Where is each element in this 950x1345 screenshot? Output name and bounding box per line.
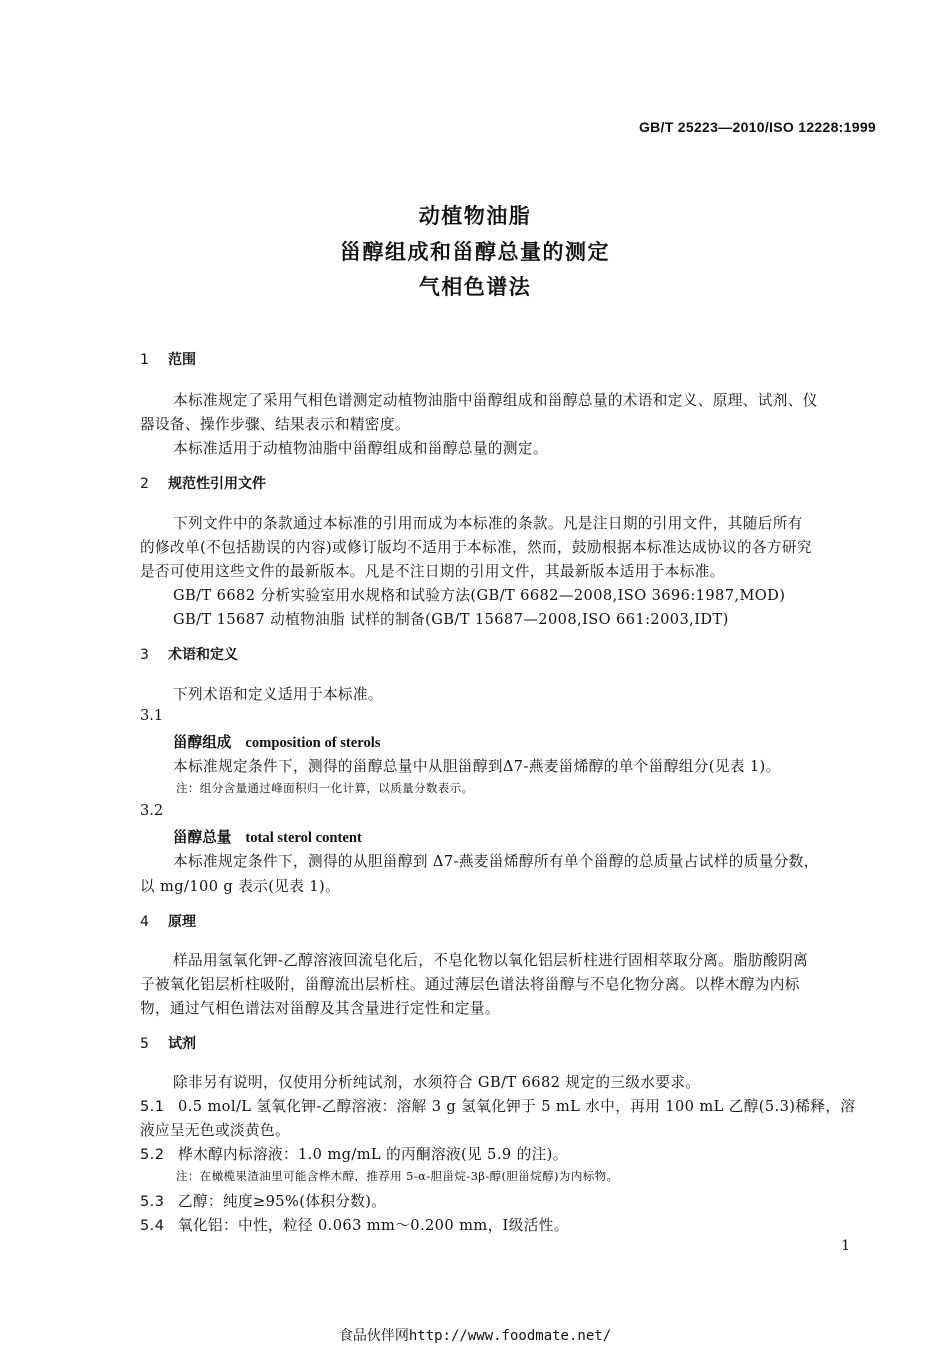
section-1-heading [140, 349, 196, 369]
title-line-2: 甾醇组成和甾醇总量的测定 [340, 240, 610, 264]
item-text: 桦木醇内标溶液：1.0 mg/mL 的丙酮溶液(见 5.9 的注)。 [178, 1146, 568, 1163]
section-title: 原理 [168, 914, 196, 930]
term-heading [173, 731, 381, 752]
section-number: 4 [140, 914, 149, 930]
note: 注：在橄榄果渣油里可能含桦木醇，推荐用 5-α-胆甾烷-3β-醇(胆甾烷醇)为内标物。 [176, 1169, 619, 1183]
paragraph: 液应呈无色或淡黄色。 [140, 1122, 290, 1139]
paragraph: 本标准规定了采用气相色谱测定动植物油脂中甾醇组成和甾醇总量的术语和定义、原理、试剂、仪 [173, 392, 818, 409]
item-text: 0.5 mol/L 氢氧化钾-乙醇溶液：溶解 3 g 氢氧化钾于 5 mL 水中，再用 100 mL 乙醇(5.3)稀释，溶 [178, 1098, 856, 1115]
page-number: 1 [841, 1238, 850, 1254]
section-title: 试剂 [168, 1036, 196, 1052]
paragraph: 是否可使用这些文件的最新版本。凡是不注日期的引用文件，其最新版本适用于本标准。 [140, 563, 725, 580]
term-heading [173, 826, 362, 847]
note: 注：组分含量通过峰面积归一化计算，以质量分数表示。 [176, 781, 474, 795]
reagent-item [140, 1143, 568, 1164]
paragraph: 物，通过气相色谱法对甾醇及其含量进行定性和定量。 [140, 1000, 500, 1017]
section-number: 5 [140, 1036, 149, 1052]
term-chinese: 甾醇总量 [173, 829, 232, 846]
item-number: 5.2 [140, 1146, 165, 1163]
paragraph: 本标准适用于动植物油脂中甾醇组成和甾醇总量的测定。 [173, 440, 548, 457]
term-english: composition of sterols [245, 735, 381, 751]
footer-watermark: 食品伙伴网http://www.foodmate.net/ [338, 1328, 612, 1344]
term-definition: 本标准规定条件下，测得的甾醇总量中从胆甾醇到Δ7-燕麦甾烯醇的单个甾醇组分(见表 1)。 [173, 758, 781, 775]
section-title: 范围 [168, 352, 196, 368]
term-number: 3.1 [140, 707, 164, 724]
item-text: 乙醇：纯度≥95%(体积分数)。 [178, 1193, 387, 1210]
term-definition: 以 mg/100 g 表示(见表 1)。 [140, 878, 341, 895]
section-2-heading [140, 473, 266, 493]
paragraph: 子被氧化铝层析柱吸附，甾醇流出层析柱。通过薄层色谱法将甾醇与不皂化物分离。以桦木醇为内标 [140, 976, 800, 993]
paragraph: 下列术语和定义适用于本标准。 [173, 686, 383, 703]
term-chinese: 甾醇组成 [173, 734, 232, 751]
paragraph: 样品用氢氧化钾-乙醇溶液回流皂化后，不皂化物以氧化铝层析柱进行固相萃取分离。脂肪酸阴离 [173, 952, 809, 969]
term-definition: 本标准规定条件下，测得的从胆甾醇到 Δ7-燕麦甾烯醇所有单个甾醇的总质量占试样的质量分数， [173, 853, 819, 870]
title-line-1: 动植物油脂 [418, 204, 532, 228]
paragraph: 除非另有说明，仅使用分析纯试剂，水须符合 GB/T 6682 规定的三级水要求。 [173, 1074, 701, 1091]
section-title: 规范性引用文件 [168, 476, 266, 492]
paragraph: 器设备、操作步骤、结果表示和精密度。 [140, 416, 410, 433]
reagent-item [140, 1214, 569, 1235]
standard-code: GB/T 25223—2010/ISO 12228:1999 [638, 119, 876, 135]
term-english: total sterol content [245, 830, 362, 846]
reagent-item [140, 1095, 855, 1116]
section-number: 2 [140, 476, 149, 492]
item-number: 5.4 [140, 1217, 165, 1234]
section-5-heading [140, 1033, 196, 1053]
item-number: 5.1 [140, 1098, 165, 1115]
paragraph: 的修改单(不包括勘误的内容)或修订版均不适用于本标准，然而，鼓励根据本标准达成协议的各方研究 [140, 539, 812, 556]
title-line-3: 气相色谱法 [418, 275, 532, 299]
item-text: 氧化铝：中性，粒径 0.063 mm～0.200 mm，Ⅰ级活性。 [178, 1217, 569, 1234]
section-3-heading [140, 644, 238, 664]
section-number: 3 [140, 647, 149, 663]
reagent-item [140, 1190, 386, 1211]
paragraph: 下列文件中的条款通过本标准的引用而成为本标准的条款。凡是注日期的引用文件，其随后所有 [173, 515, 803, 532]
section-title: 术语和定义 [168, 647, 238, 663]
item-number: 5.3 [140, 1193, 165, 1210]
reference-item: GB/T 15687 动植物油脂 试样的制备(GB/T 15687—2008,ISO 661:2003,IDT) [173, 611, 729, 628]
section-number: 1 [140, 352, 149, 368]
term-number: 3.2 [140, 802, 164, 819]
section-4-heading [140, 911, 196, 931]
reference-item: GB/T 6682 分析实验室用水规格和试验方法(GB/T 6682—2008,ISO 3696:1987,MOD) [173, 587, 786, 604]
